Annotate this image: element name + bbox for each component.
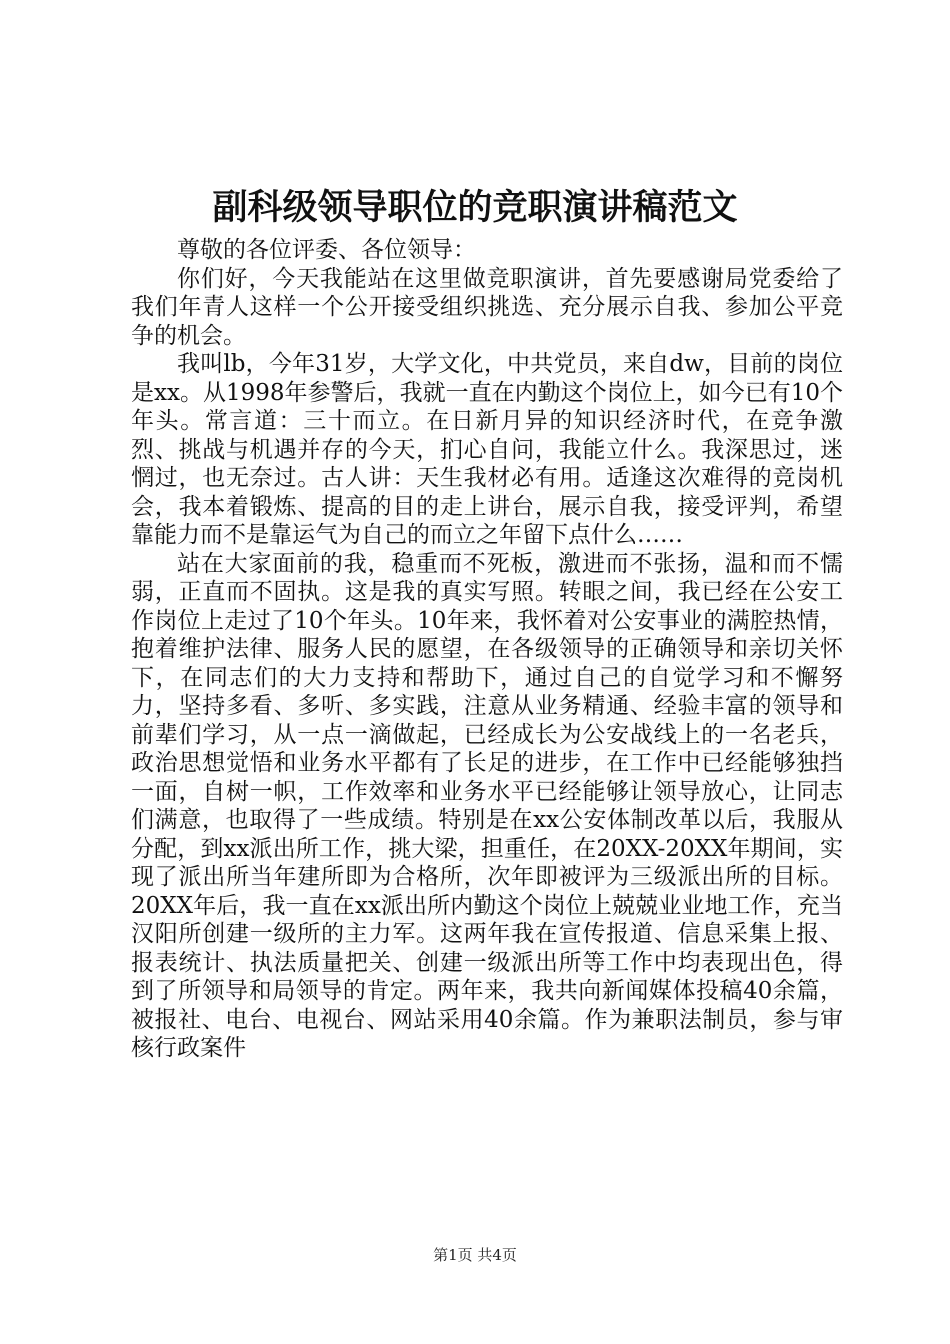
self-introduction-paragraph: 我叫lb，今年31岁，大学文化，中共党员，来自dw，目前的岗位是xx。从1998年参警后，我就一直在内勤这个岗位上，如今已有10个年头。常言道：三十而立。在日新月异的知识经济时代，在竞争激烈、挑战与机遇并存的今天，扪心自问，我能立什么。我深思过，迷惘过，也无奈过。古人讲：天生我材必有用。适逢这次难得的竞岗机会，我本着锻炼、提高的目的走上讲台，展示自我，接受评判，希望靠能力而不是靠运气为自己的而立之年留下点什么……	[131, 351, 843, 548]
greeting-paragraph: 你们好，今天我能站在这里做竞职演讲，首先要感谢局党委给了我们年青人这样一个公开接受组织挑选、充分展示自我、参加公平竞争的机会。	[131, 265, 843, 349]
document-body	[131, 236, 843, 1063]
work-experience-paragraph: 站在大家面前的我，稳重而不死板，激进而不张扬，温和而不懦弱，正直而不固执。这是我的真实写照。转眼之间，我已经在公安工作岗位上走过了10个年头。10年来，我怀着对公安事业的满腔热情，抱着维护法律、服务人民的愿望，在各级领导的正确领导和亲切关怀下，在同志们的大力支持和帮助下，通过自己的自觉学习和不懈努力，坚持多看、多听、多实践，注意从业务精通、经验丰富的领导和前辈们学习，从一点一滴做起，已经成长为公安战线上的一名老兵，政治思想觉悟和业务水平都有了长足的进步，在工作中已经能够独挡一面，自树一帜，工作效率和业务水平已经能够让领导放心，让同志们满意，也取得了一些成绩。特别是在xx公安体制改革以后，我服从分配，到xx派出所工作，挑大梁，担重任，在20XX-20XX年期间，实现了派出所当年建所即为合格所，次年即被评为三级派出所的目标。20XX年后，我一直在xx派出所内勤这个岗位上兢兢业业地工作，充当汉阳所创建一级所的主力军。这两年我在宣传报道、信息采集上报、报表统计、执法质量把关、创建一级派出所等工作中均表现出色，得到了所领导和局领导的肯定。两年来，我共向新闻媒体投稿40余篇，被报社、电台、电视台、网站采用40余篇。作为兼职法制员，参与审核行政案件	[131, 550, 843, 1061]
page-number-footer: 第1页 共4页	[433, 1246, 517, 1264]
salutation-paragraph: 尊敬的各位评委、各位领导：	[177, 237, 476, 263]
document-title: 副科级领导职位的竞职演讲稿范文	[212, 187, 738, 228]
